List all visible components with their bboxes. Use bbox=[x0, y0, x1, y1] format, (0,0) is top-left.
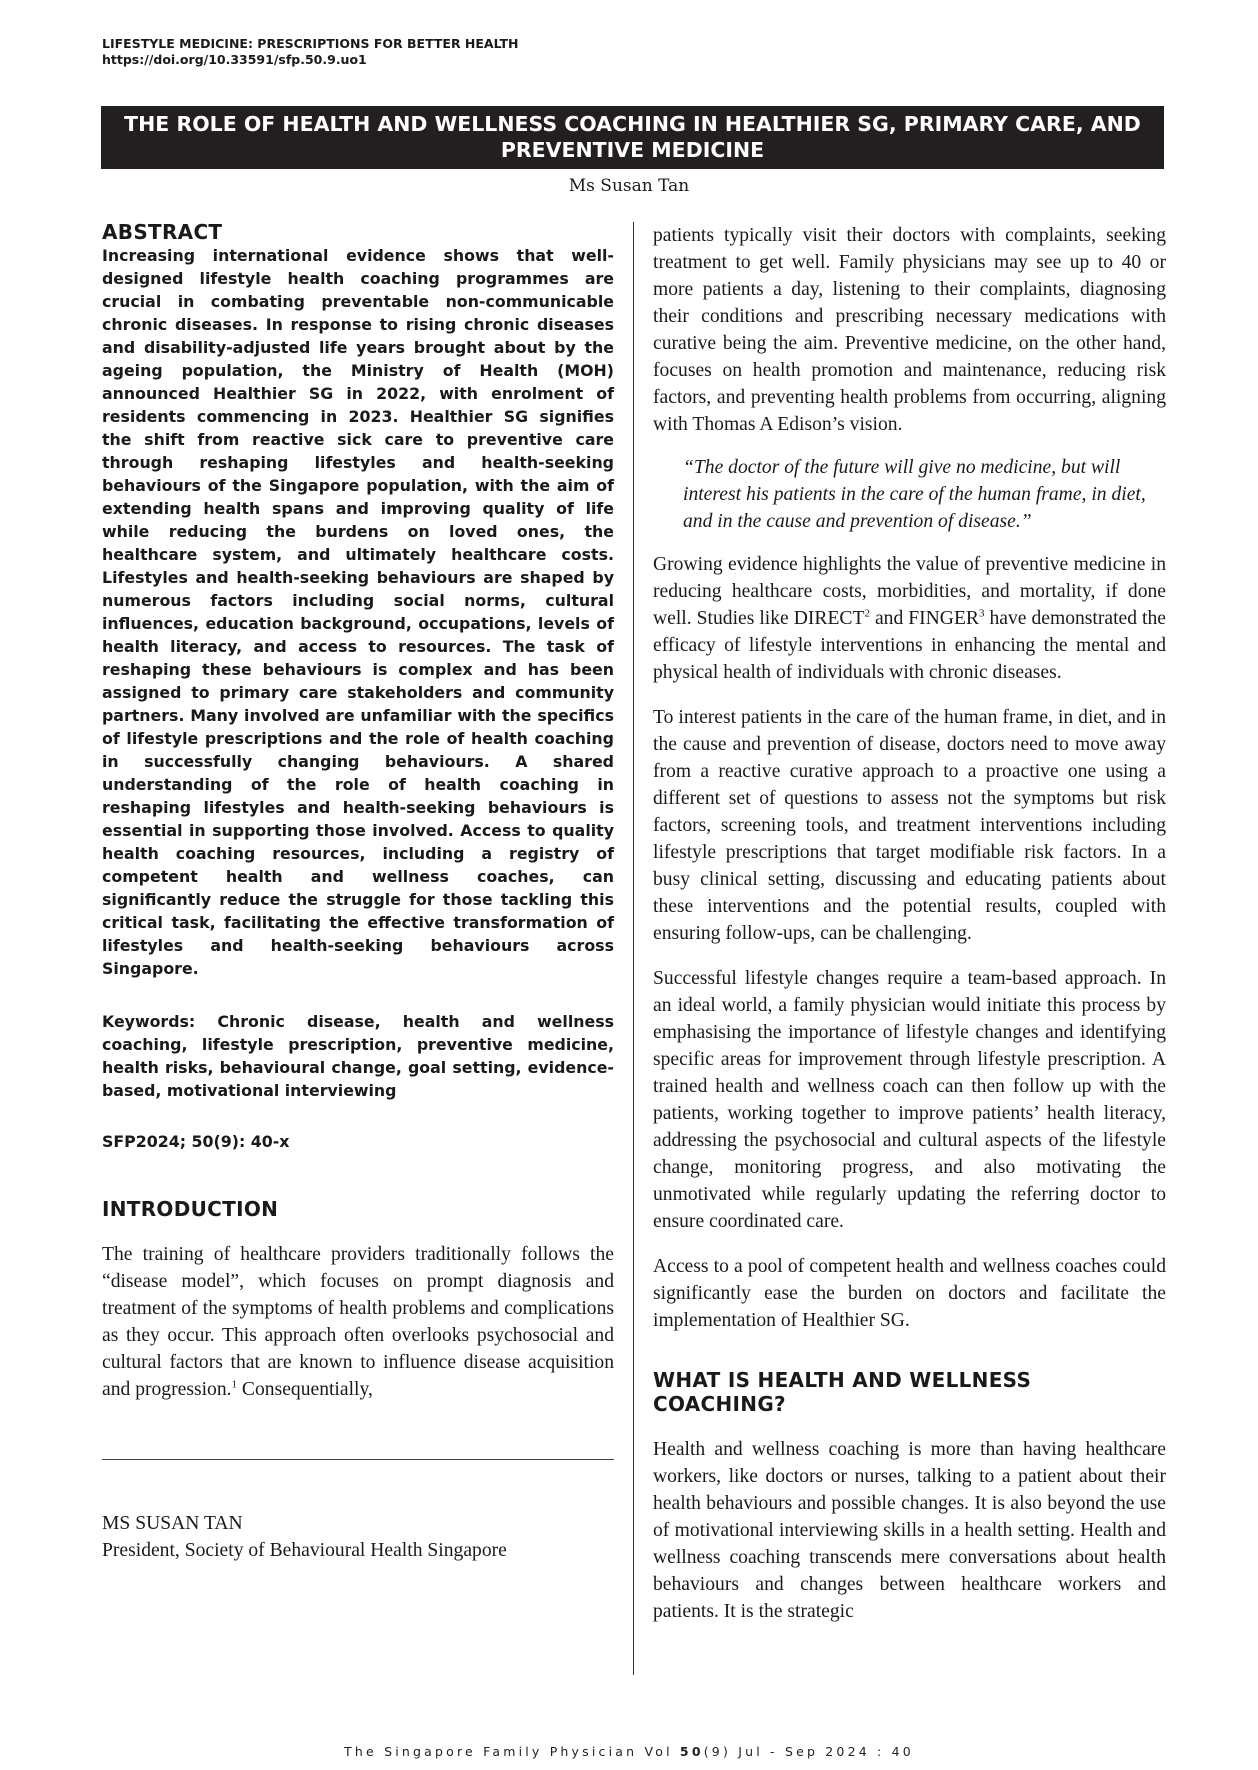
abstract-heading: ABSTRACT bbox=[102, 220, 223, 244]
column-divider bbox=[633, 222, 634, 1675]
doi-link[interactable]: https://doi.org/10.33591/sfp.50.9.uo1 bbox=[102, 52, 367, 67]
coaching-heading: WHAT IS HEALTH AND WELLNESS COACHING? bbox=[653, 1368, 1032, 1416]
reference-1[interactable]: 1 bbox=[231, 1378, 238, 1391]
edison-quote: “The doctor of the future will give no medicine, but will interest his patients in the care of the human frame, in diet, and in the cause and prevention of disease.” bbox=[683, 457, 1146, 532]
footnote-rule bbox=[102, 1459, 614, 1460]
paragraph-patients: patients typically visit their doctors with complaints, seeking treatment to get well. Family physicians may see up to 40 or more patients a day, listening to their complaints, diagnosing their conditions and prescribing necessary medications with curative being the aim. Preventive medicine, on the other hand, focuses on health promotion and maintenance, reducing risk factors, and preventing health problems from occurring, aligning with Thomas A Edison’s vision. bbox=[653, 225, 1166, 435]
paragraph-proactive: To interest patients in the care of the human frame, in diet, and in the cause and prevention of disease, doctors need to move away from a reactive curative approach to a proactive one using a different set of questions to assess not the symptoms but risk factors, screening tools, and treatment interventions including lifestyle prescriptions that target modifiable risk factors. In a busy clinical setting, discussing and educating patients about these interventions and the potential results, coupled with ensuring follow-ups, can be challenging. bbox=[653, 707, 1166, 944]
keywords: Keywords: Chronic disease, health and wellness coaching, lifestyle prescription, preventive medicine, health risks, behavioural change, goal setting, evidence-based, motivational interviewing bbox=[102, 1012, 614, 1100]
affiliation-role: President, Society of Behavioural Health Singapore bbox=[102, 1540, 507, 1561]
article-author: Ms Susan Tan bbox=[568, 176, 690, 196]
reference-3[interactable]: 3 bbox=[979, 607, 985, 620]
left-column bbox=[102, 220, 614, 1564]
series-title: LIFESTYLE MEDICINE: PRESCRIPTIONS FOR BETTER HEALTH bbox=[102, 36, 519, 51]
page-footer: The Singapore Family Physician Vol 50(9) Jul - Sep 2024 : 40 bbox=[344, 1744, 914, 1759]
paragraph-access: Access to a pool of competent health and wellness coaches could significantly ease the burden on doctors and facilitate the implementation of Healthier SG. bbox=[653, 1256, 1166, 1331]
reference-2[interactable]: 2 bbox=[864, 607, 870, 620]
footer-volume: 50 bbox=[679, 1744, 704, 1759]
introduction-paragraph: The training of healthcare providers traditionally follows the “disease model”, which focuses on prompt diagnosis and treatment of the symptoms of health problems and complications as they occur. This approach often overlooks psychosocial and cultural factors that are known to influence disease acquisition and progression.$^1$ Consequentially, bbox=[102, 1244, 614, 1400]
author-affiliation bbox=[102, 1510, 614, 1564]
affiliation-name: MS SUSAN TAN bbox=[102, 1513, 243, 1534]
introduction-heading: INTRODUCTION bbox=[102, 1197, 279, 1221]
article-title: THE ROLE OF HEALTH AND WELLNESS COACHING IN HEALTHIER SG, PRIMARY CARE, AND PREVENTIVE MEDICINE bbox=[101, 106, 1164, 169]
paragraph-team: Successful lifestyle changes require a team-based approach. In an ideal world, a family physician would initiate this process by emphasising the importance of lifestyle changes and identifying specific areas for improvement through lifestyle prescription. A trained health and wellness coach can then follow up with the patients, working together to improve patients’ health literacy, addressing the psychosocial and cultural aspects of the lifestyle change, monitoring progress, and also motivating the unmotivated while regularly updating the referring doctor to ensure coordinated care. bbox=[653, 968, 1166, 1232]
paragraph-coaching: Health and wellness coaching is more than having healthcare workers, like doctors or nurses, talking to a patient about their health behaviours and possible changes. It is also beyond the use of motivational interviewing skills in a health setting. Health and wellness coaching transcends mere conversations about health behaviours and changes between healthcare workers and patients. It is the strategic bbox=[653, 1439, 1166, 1622]
citation: SFP2024; 50(9): 40-x bbox=[102, 1132, 290, 1151]
running-header bbox=[102, 36, 519, 68]
right-column bbox=[653, 222, 1166, 1625]
paragraph-evidence: Growing evidence highlights the value of preventive medicine in reducing healthcare costs, morbidities, and mortality, if done well. Studies like DIRECT$^2$ and FINGER$^3$ have demonstrated the efficacy of lifestyle interventions in enhancing the mental and physical health of individuals with chronic diseases. bbox=[653, 554, 1166, 683]
abstract-text: Increasing international evidence shows that well-designed lifestyle health coaching programmes are crucial in combating preventable non-communicable chronic diseases. In response to rising chronic diseases and disability-adjusted life years brought about by the ageing population, the Ministry of Health (MOH) announced Healthier SG in 2022, with enrolment of residents commencing in 2023. Healthier SG signifies the shift from reactive sick care to preventive care through reshaping lifestyles and health-seeking behaviours of the Singapore population, with the aim of extending health spans and improving quality of life while reducing the burdens on loved ones, the healthcare system, and ultimately healthcare costs. Lifestyles and health-seeking behaviours are shaped by numerous factors including social norms, cultural influences, education background, occupations, levels of health literacy, and access to resources. The task of reshaping these behaviours is complex and has been assigned to primary care stakeholders and community partners. Many involved are unfamiliar with the specifics of lifestyle prescriptions and the role of health coaching in successfully changing behaviours. A shared understanding of the role of health coaching in reshaping lifestyles and health-seeking behaviours is essential in supporting those involved. Access to quality health coaching resources, including a registry of competent health and wellness coaches, can significantly reduce the struggle for those tackling this critical task, facilitating the effective transformation of lifestyles and health-seeking behaviours across Singapore. bbox=[102, 246, 614, 978]
